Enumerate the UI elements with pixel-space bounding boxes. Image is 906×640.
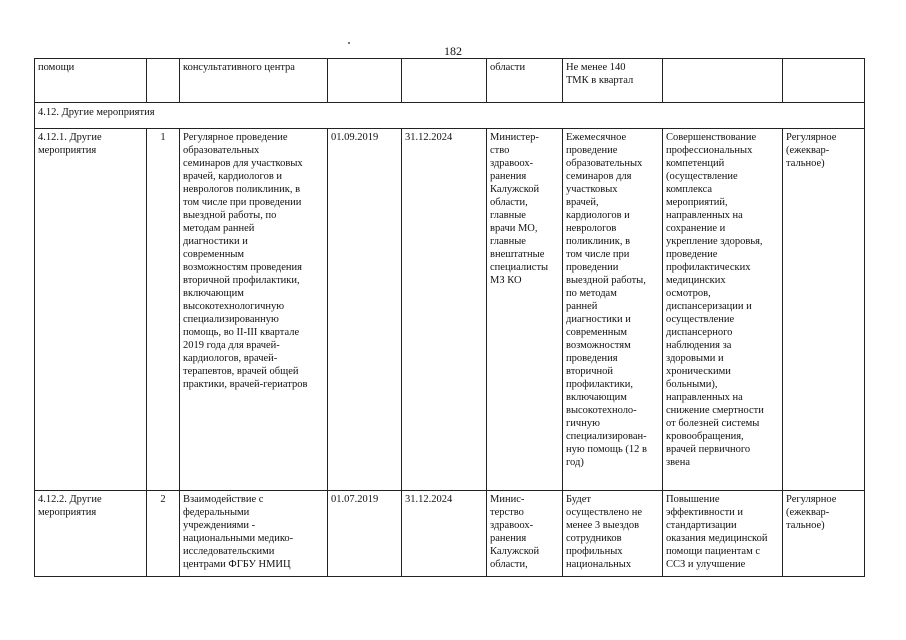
cell-result: Будет осуществлено не менее 3 выездов сотрудников профильных национальных xyxy=(563,491,663,577)
cell-name: помощи xyxy=(35,59,147,103)
cell-responsible: Минис- терство здравоох- ранения Калужской области, xyxy=(487,491,563,577)
cell-end xyxy=(402,59,487,103)
cell-name: 4.12.2. Другие мероприятия xyxy=(35,491,147,577)
cell-result: Не менее 140 ТМК в квартал xyxy=(563,59,663,103)
cell-goal xyxy=(663,59,783,103)
measures-table xyxy=(34,58,865,577)
cell-num: 2 xyxy=(147,491,180,577)
section-heading-row xyxy=(35,103,865,129)
cell-end: 31.12.2024 xyxy=(402,491,487,577)
section-heading: 4.12. Другие мероприятия xyxy=(35,103,865,129)
cell-type: Регулярное (ежеквар- тальное) xyxy=(783,491,865,577)
cell-responsible: Министер- ство здравоох- ранения Калужской области, главные врачи МО, главные внештатные специалисты МЗ КО xyxy=(487,129,563,491)
cell-type xyxy=(783,59,865,103)
cell-description: консультативного центра xyxy=(180,59,328,103)
cell-start: 01.09.2019 xyxy=(328,129,402,491)
cell-end: 31.12.2024 xyxy=(402,129,487,491)
cell-goal: Совершенствование профессиональных компетенций (осуществление комплекса мероприятий, направленных на сохранение и укрепление здоровья, проведение профилактических медицинских осмотров, диспансеризации и осуществление диспансерного наблюдения за здоровыми и хроническими больными), направленных на снижение смертности от болезней системы кровообращения, врачей первичного звена xyxy=(663,129,783,491)
table-row xyxy=(35,129,865,491)
cell-start: 01.07.2019 xyxy=(328,491,402,577)
cell-responsible: области xyxy=(487,59,563,103)
continued-row xyxy=(35,59,865,103)
cell-num xyxy=(147,59,180,103)
page-number: 182 xyxy=(444,44,462,58)
cell-name: 4.12.1. Другие мероприятия xyxy=(35,129,147,491)
cell-description: Регулярное проведение образовательных семинаров для участковых врачей, кардиологов и неврологов поликлиник, в том числе при проведении выездной работы, по методам ранней диагностики и современным возможностям проведения вторичной профилактики, включающим высокотехнологичную специализированную помощь, во II-III квартале 2019 года для врачей- кардиологов, врачей- терапевтов, врачей общей практики, врачей-гериатров xyxy=(180,129,328,491)
cell-description: Взаимодействие с федеральными учреждениями - национальными медико- исследовательскими центрами ФГБУ НМИЦ xyxy=(180,491,328,577)
table-row xyxy=(35,491,865,577)
cell-start xyxy=(328,59,402,103)
cell-num: 1 xyxy=(147,129,180,491)
cell-goal: Повышение эффективности и стандартизации оказания медицинской помощи пациентам с ССЗ и улучшение xyxy=(663,491,783,577)
cell-type: Регулярное (ежеквар- тальное) xyxy=(783,129,865,491)
cell-result: Ежемесячное проведение образовательных семинаров для участковых врачей, кардиологов и неврологов поликлиник, в том числе при проведении выездной работы, по методам ранней диагностики и современным возможностям проведения вторичной профилактики, включающим высокотехноло- гичную специализирован- ную помощь (12 в год) xyxy=(563,129,663,491)
scan-speck xyxy=(348,42,350,44)
